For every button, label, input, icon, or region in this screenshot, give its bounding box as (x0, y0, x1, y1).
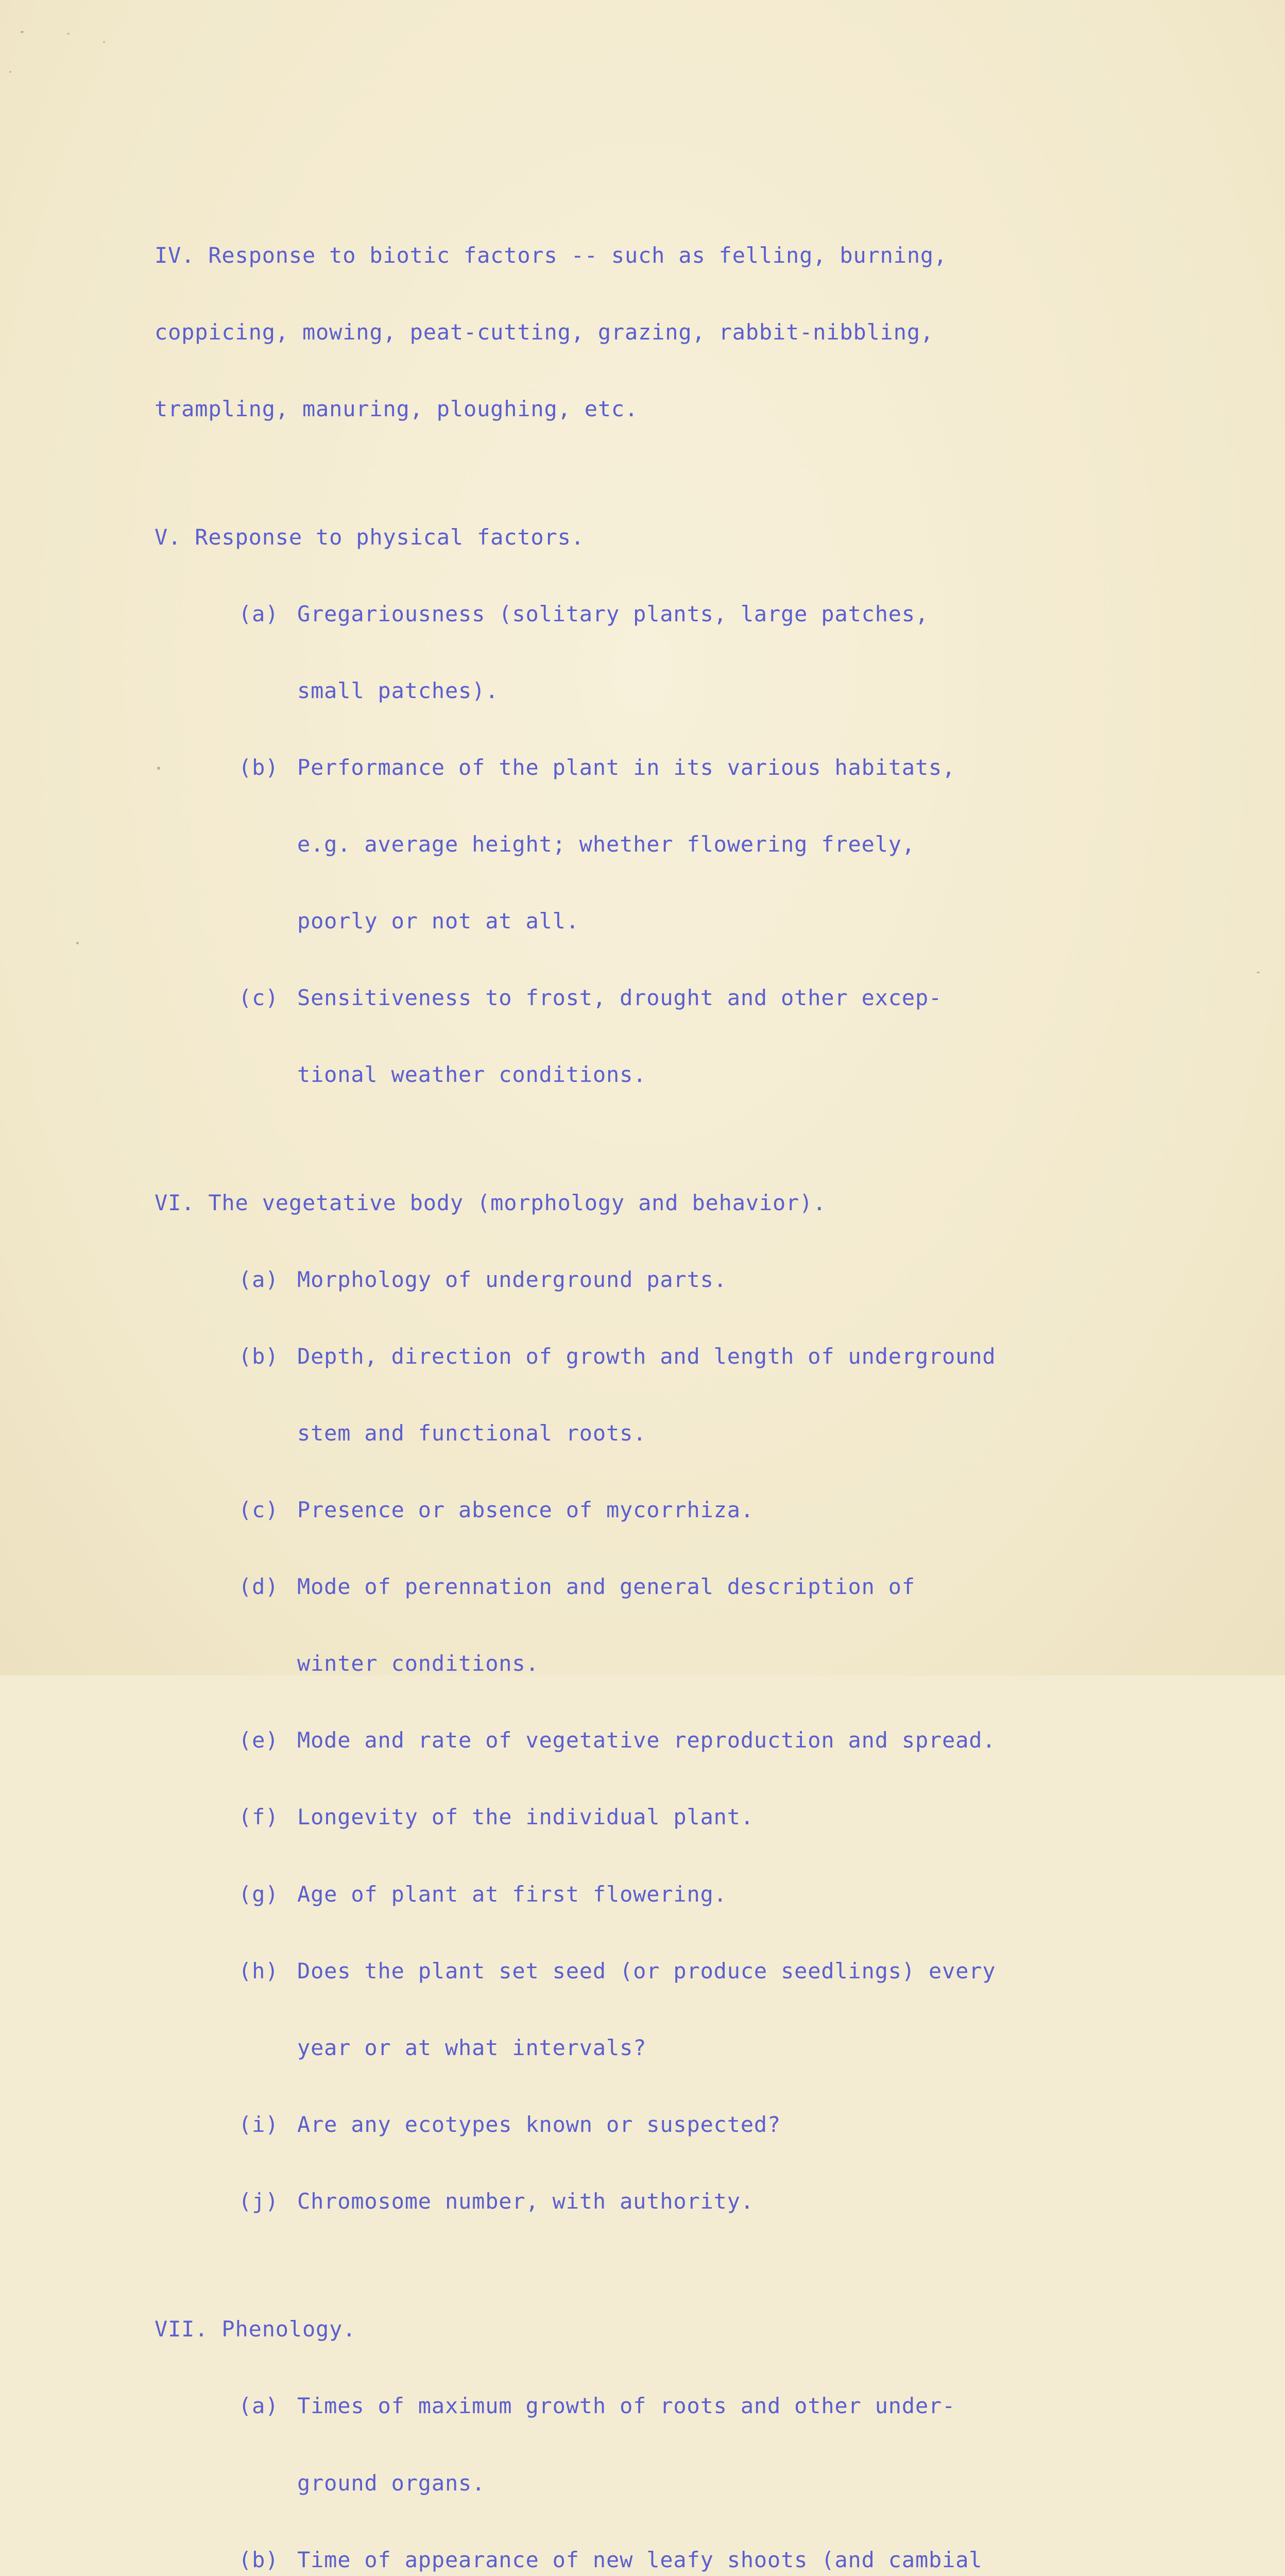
item-continuation: year or at what intervals? (297, 2035, 647, 2060)
item-text: Presence or absence of mycorrhiza. (297, 1497, 754, 1523)
item-continuation: poorly or not at all. (297, 908, 579, 934)
item-continuation: e.g. average height; whether flowering freely, (297, 831, 915, 857)
list-item (238, 2112, 1133, 2138)
item-text: Chromosome number, with authority. (297, 2188, 754, 2214)
list-item (238, 1267, 1133, 1293)
list-item (238, 1344, 1133, 1369)
list-item (238, 2393, 1133, 2419)
item-label: (e) (238, 1727, 279, 1753)
item-label: (a) (238, 1266, 279, 1292)
item-continuation: stem and functional roots. (297, 1420, 647, 1446)
list-item (238, 1727, 1133, 1753)
item-label: (i) (238, 2111, 279, 2137)
item-label: (a) (238, 601, 279, 626)
item-text: Morphology of underground parts. (297, 1266, 727, 1292)
item-label: (a) (238, 2393, 279, 2419)
item-label: (g) (238, 1881, 279, 1907)
item-text: Sensitiveness to frost, drought and other excep- (297, 985, 943, 1011)
item-text: Mode of perennation and general description of (297, 1574, 915, 1600)
item-text: Gregariousness (solitary plants, large patches, (297, 601, 929, 626)
paper-speck (21, 31, 24, 33)
item-label: (b) (238, 2547, 279, 2572)
list-item (238, 985, 1133, 1011)
list-item (238, 1958, 1133, 1984)
paper-speck (9, 71, 11, 73)
item-label: (c) (238, 985, 279, 1011)
item-label: (b) (238, 754, 279, 780)
item-label: (d) (238, 1574, 279, 1600)
paper-speck (1257, 972, 1260, 973)
section-iv-line-1: IV. Response to biotic factors -- such as felling, burning, (155, 242, 948, 268)
item-label: (h) (238, 1958, 279, 1984)
item-label: (f) (238, 1804, 279, 1830)
document-body (155, 140, 1133, 2576)
list-item (238, 1574, 1133, 1600)
item-text: Are any ecotypes known or suspected? (297, 2111, 781, 2137)
item-text: Mode and rate of vegetative reproduction and spread. (297, 1727, 996, 1753)
list-item (238, 601, 1133, 627)
item-continuation: winter conditions. (297, 1651, 539, 1676)
list-item (238, 755, 1133, 781)
section-iv-line-2: coppicing, mowing, peat-cutting, grazing, rabbit-nibbling, (155, 319, 934, 345)
item-text: Age of plant at first flowering. (297, 1881, 727, 1907)
section-v-heading: V. Response to physical factors. (155, 524, 585, 550)
item-text: Does the plant set seed (or produce seedlings) every (297, 1958, 996, 1984)
item-continuation: small patches). (297, 677, 499, 703)
item-continuation: ground organs. (297, 2470, 486, 2496)
item-text: Depth, direction of growth and length of underground (297, 1343, 996, 1369)
item-label: (b) (238, 1343, 279, 1369)
list-item (238, 1882, 1133, 1907)
item-text: Times of maximum growth of roots and other under- (297, 2393, 956, 2419)
list-item (238, 2547, 1133, 2573)
item-text: Time of appearance of new leafy shoots (and cambial (297, 2547, 983, 2572)
item-text: Performance of the plant in its various habitats, (297, 754, 956, 780)
item-continuation: tional weather conditions. (297, 1062, 647, 1088)
item-text: Longevity of the individual plant. (297, 1804, 754, 1830)
paper-speck (67, 33, 70, 35)
section-vi-heading: VI. The vegetative body (morphology and behavior). (155, 1190, 827, 1215)
section-iv-line-3: trampling, manuring, ploughing, etc. (155, 396, 639, 421)
item-label: (j) (238, 2188, 279, 2214)
section-vii-heading: VII. Phenology. (155, 2316, 356, 2342)
list-item (238, 2189, 1133, 2214)
list-item (238, 1497, 1133, 1523)
paper-speck (103, 41, 105, 43)
list-item (238, 1804, 1133, 1830)
item-label: (c) (238, 1497, 279, 1523)
paper-speck (76, 942, 79, 944)
